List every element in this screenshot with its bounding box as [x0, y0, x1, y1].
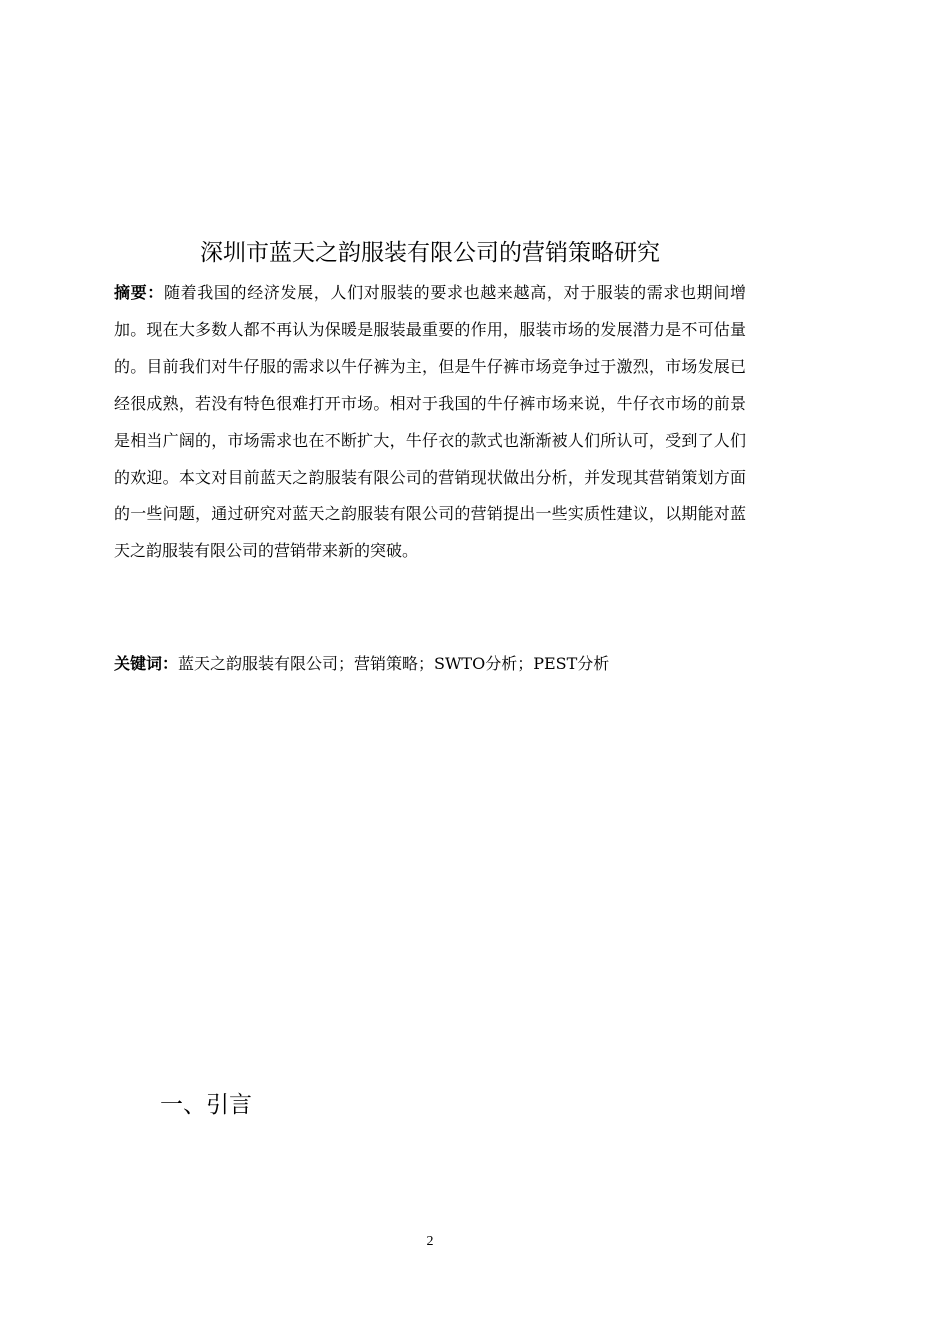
section-heading-introduction: 一、引言: [160, 1092, 252, 1118]
keywords-line: [114, 648, 746, 680]
keywords-label: 关键词：: [114, 654, 179, 673]
paper-title: 深圳市蓝天之韵服装有限公司的营销策略研究: [200, 240, 660, 266]
abstract-paragraph: [114, 275, 746, 570]
abstract-text: 随着我国的经济发展，人们对服装的要求也越来越高，对于服装的需求也期间增加。现在大多数人都不再认为保暖是服装最重要的作用，服装市场的发展潜力是不可估量的。目前我们对牛仔服的需求以牛仔裤为主，但是牛仔裤市场竞争过于激烈，市场发展已经很成熟，若没有特色很难打开市场。相对于我国的牛仔裤市场来说，牛仔衣市场的前景是相当广阔的，市场需求也在不断扩大，牛仔衣的款式也渐渐被人们所认可，受到了人们的欢迎。本文对目前蓝天之韵服装有限公司的营销现状做出分析，并发现其营销策划方面的一些问题，通过研究对蓝天之韵服装有限公司的营销提出一些实质性建议，以期能对蓝天之韵服装有限公司的营销带来新的突破。: [114, 283, 746, 561]
abstract-label: 摘要：: [114, 283, 164, 302]
keywords-text: 蓝天之韵服装有限公司；营销策略；SWTO分析；PEST分析: [178, 654, 610, 673]
page-number: 2: [426, 1234, 434, 1249]
